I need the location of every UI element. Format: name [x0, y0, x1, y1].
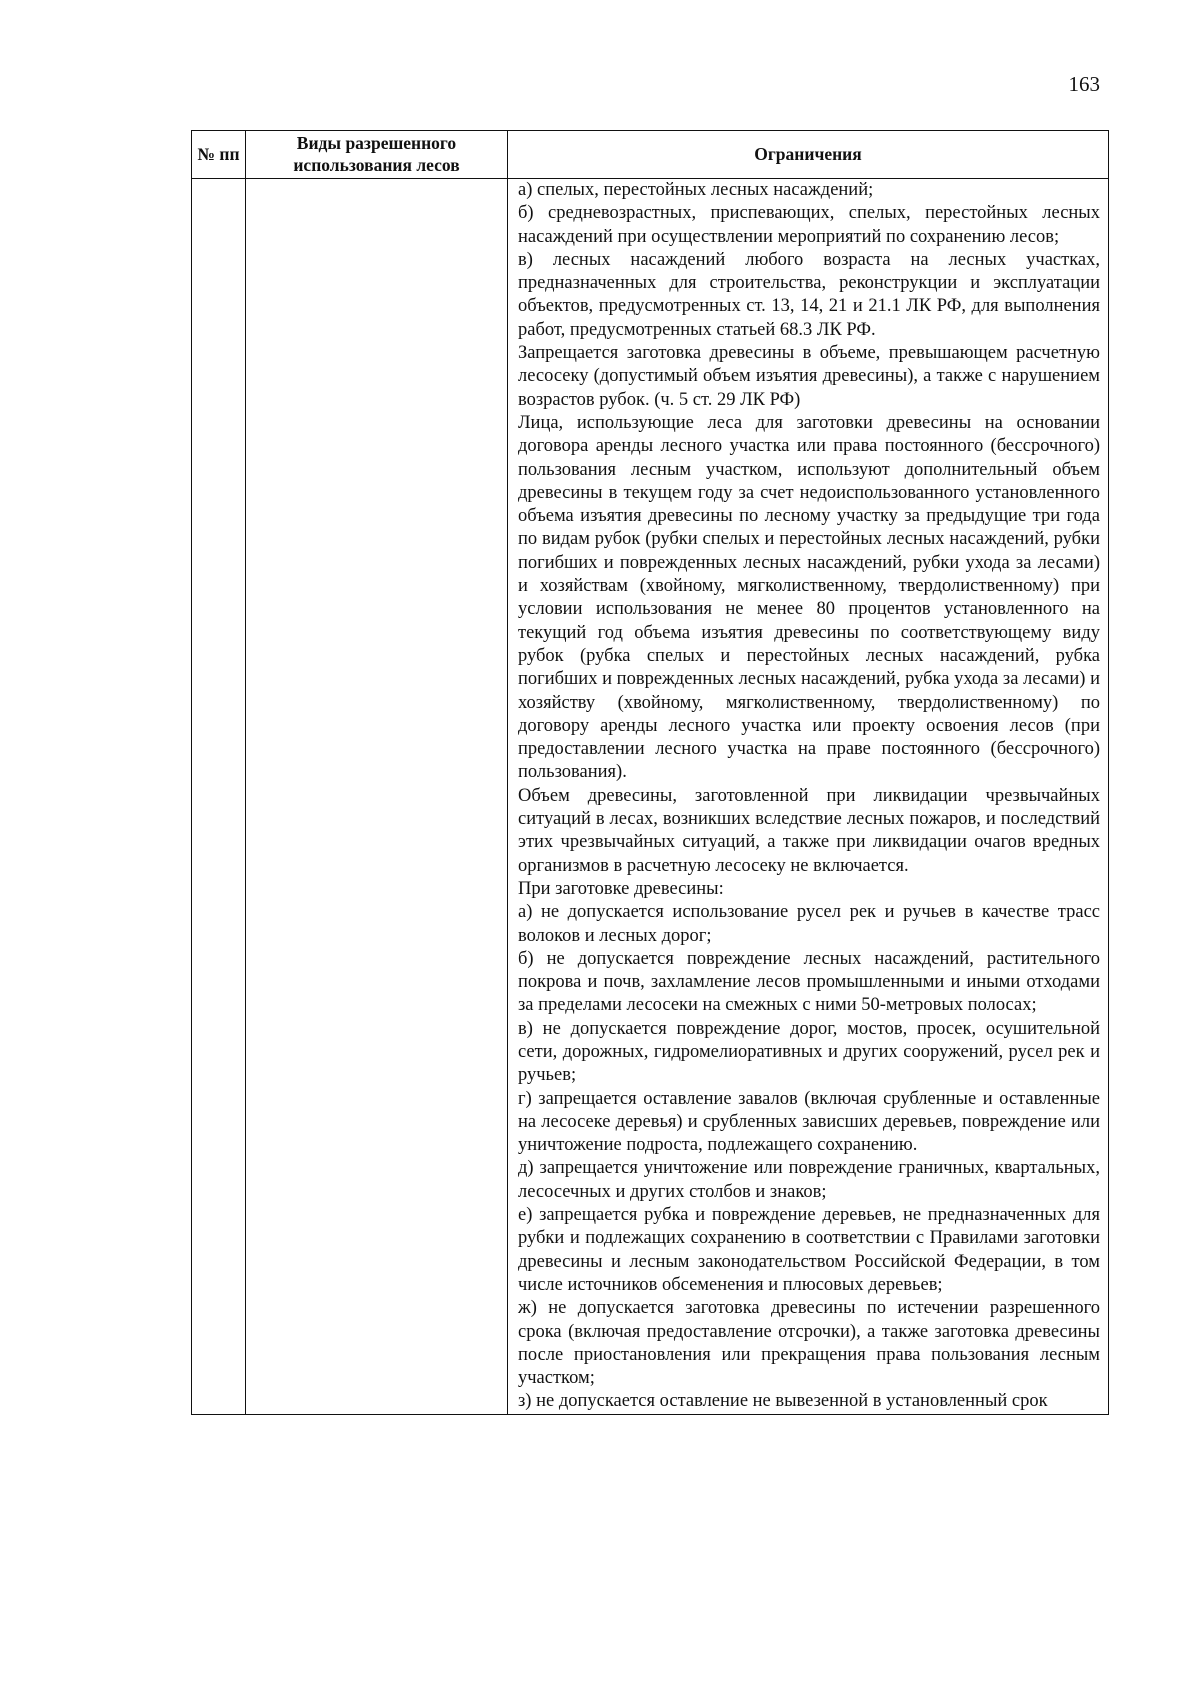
restriction-paragraph: ж) не допускается заготовка древесины по истечении разрешенного срока (включая предоставление отсрочки), а также заготовка древесины после приостановления или прекращения права пользования лесным участком;	[518, 1298, 1100, 1389]
table-row	[192, 179, 1109, 1415]
restriction-paragraph: Лица, использующие леса для заготовки древесины на основании договора аренды лесного участка или права постоянного (бессрочного) пользования лесным участком, используют дополнительный объем древесины в текущем году за счет недоиспользованного установленного объема изъятия древесины по лесному участку за предыдущие три года по видам рубок (рубки спелых и перестойных лесных насаждений, рубки погибших и поврежденных лесных насаждений, рубки ухода за лесами) и хозяйствам (хвойному, мягколиственному, твердолиственному) при условии использования не менее 80 процентов установленного на текущий год объема изъятия древесины по соответствующему виду рубок (рубка спелых и перестойных лесных насаждений, рубка погибших и поврежденных лесных насаждений, рубка ухода за лесами) и хозяйству (хвойному, мягколиственному, твердолиственному) по договору аренды лесного участка или проекту освоения лесов (при предоставлении лесного участка на праве постоянного (бессрочного) пользования).	[518, 412, 1100, 783]
page-number: 163	[1068, 72, 1100, 96]
restriction-paragraph: д) запрещается уничтожение или повреждение граничных, квартальных, лесосечных и других столбов и знаков;	[518, 1158, 1100, 1202]
header-number: № пп	[192, 131, 246, 179]
table-header-row	[192, 131, 1109, 179]
restrictions-table	[191, 130, 1109, 1415]
restriction-paragraph: Объем древесины, заготовленной при ликвидации чрезвычайных ситуаций в лесах, возникших вследствие лесных пожаров, и последствий этих чрезвычайных ситуаций, а также при ликвидации очагов вредных организмов в расчетную лесосеку не включается.	[518, 785, 1100, 876]
cell-restrictions	[508, 179, 1109, 1415]
restriction-paragraph: в) лесных насаждений любого возраста на лесных участках, предназначенных для строительства, реконструкции и эксплуатации объектов, предусмотренных ст. 13, 14, 21 и 21.1 ЛК РФ, для выполнения работ, предусмотренных статьей 68.3 ЛК РФ.	[518, 249, 1100, 340]
header-usage-types: Виды разрешенного использования лесов	[246, 131, 508, 179]
restriction-paragraph: г) запрещается оставление завалов (включая срубленные и оставленные на лесосеке деревья) и срубленных зависших деревьев, повреждение или уничтожение подроста, подлежащего сохранению.	[518, 1088, 1100, 1156]
restriction-paragraph: При заготовке древесины:	[518, 878, 724, 899]
restriction-paragraph: е) запрещается рубка и повреждение деревьев, не предназначенных для рубки и подлежащих сохранению в соответствии с Правилами заготовки древесины и лесным законодательством Российской Федерации, в том числе источников обсеменения и плюсовых деревьев;	[518, 1205, 1100, 1295]
restriction-paragraph: б) средневозрастных, приспевающих, спелых, перестойных лесных насаждений при осуществлении мероприятий по сохранению лесов;	[518, 203, 1100, 247]
restriction-paragraph: Запрещается заготовка древесины в объеме, превышающем расчетную лесосеку (допустимый объем изъятия древесины), а также с нарушением возрастов рубок. (ч. 5 ст. 29 ЛК РФ)	[518, 343, 1100, 410]
header-restrictions: Ограничения	[508, 131, 1109, 179]
restriction-paragraph: а) спелых, перестойных лесных насаждений;	[518, 180, 874, 200]
cell-usage-type	[246, 179, 508, 1415]
restriction-paragraph: в) не допускается повреждение дорог, мостов, просек, осушительной сети, дорожных, гидромелиоративных и других сооружений, русел рек и ручьев;	[518, 1018, 1100, 1086]
restriction-paragraph: з) не допускается оставление не вывезенной в установленный срок	[518, 1391, 1048, 1412]
restriction-paragraph: б) не допускается повреждение лесных насаждений, растительного покрова и почв, захламление лесов промышленными и иными отходами за пределами лесосеки на смежных с ними 50-метровых полосах;	[518, 948, 1100, 1016]
cell-number	[192, 179, 246, 1415]
restriction-paragraph: а) не допускается использование русел рек и ручьев в качестве трасс волоков и лесных дорог;	[518, 902, 1100, 946]
